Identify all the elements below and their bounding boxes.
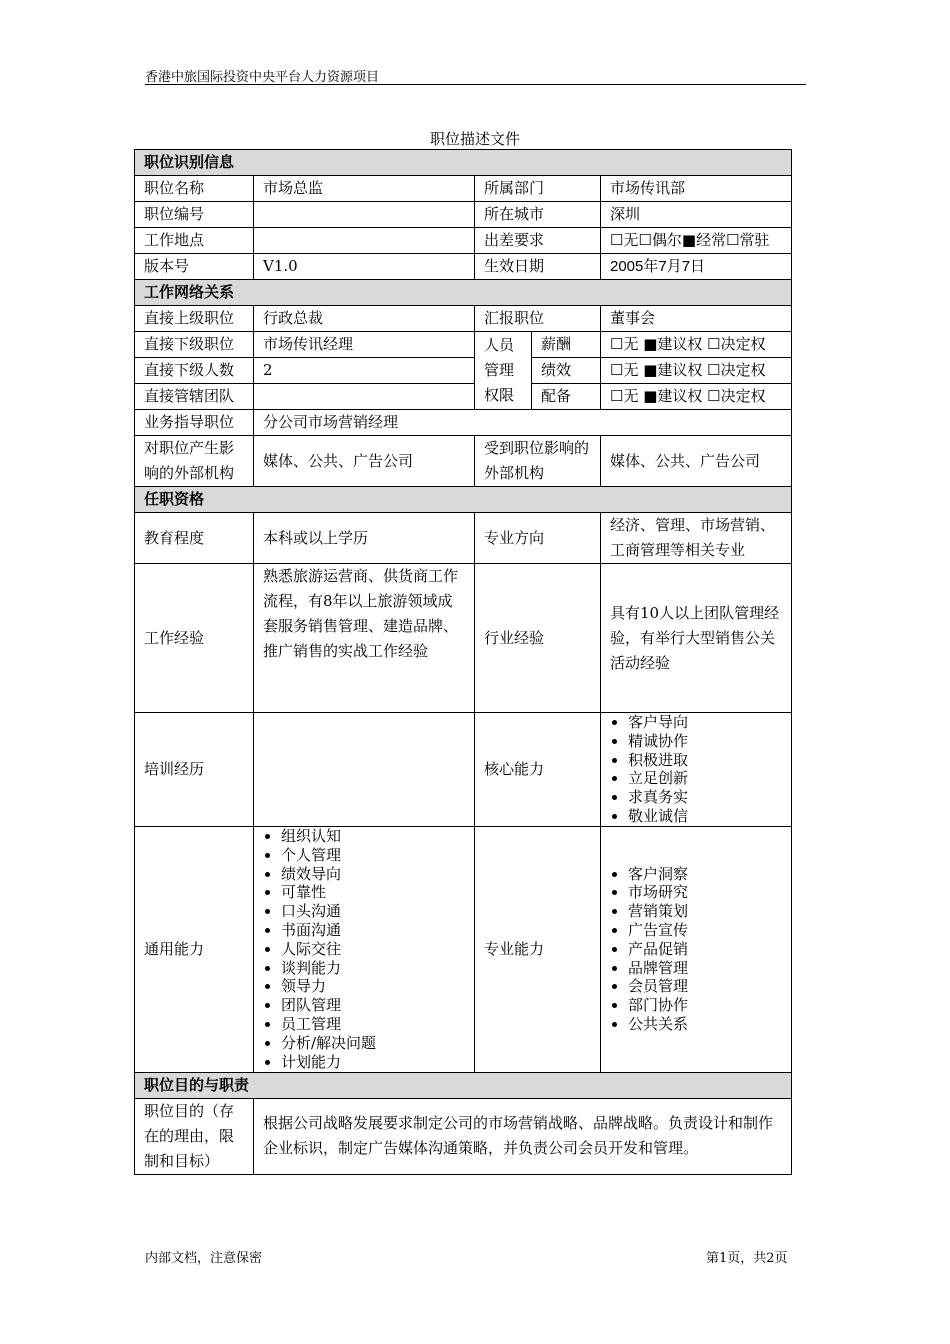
list-item: • 客户导向 bbox=[628, 713, 782, 732]
label-performance: 绩效 bbox=[532, 358, 601, 384]
job-description-table bbox=[134, 149, 792, 1175]
value-sub-count: 2 bbox=[254, 358, 475, 384]
list-item: • 积极进取 bbox=[628, 751, 782, 770]
label-work-experience: 工作经验 bbox=[135, 564, 254, 713]
label-ext-affected: 受到职位影响的外部机构 bbox=[475, 436, 601, 487]
value-performance: ☐无 ■建议权 ☐决定权 bbox=[601, 358, 792, 384]
label-salary: 薪酬 bbox=[532, 332, 601, 358]
list-item: • 营销策划 bbox=[628, 902, 782, 921]
list-item: • 个人管理 bbox=[281, 846, 465, 865]
label-job-no: 职位编号 bbox=[135, 202, 254, 228]
list-item: • 精诚协作 bbox=[628, 732, 782, 751]
label-training: 培训经历 bbox=[135, 713, 254, 827]
label-purpose: 职位目的（存在的理由，限制和目标） bbox=[135, 1098, 254, 1174]
authority-line-1: 人员 bbox=[484, 336, 515, 354]
label-report: 汇报职位 bbox=[475, 306, 601, 332]
value-work-experience: 熟悉旅游运营商、供货商工作流程，有8年以上旅游领域成套服务销售管理、建造品牌、推广销售的实战工作经验 bbox=[254, 564, 475, 713]
value-travel: ☐无☐偶尔■经常☐常驻 bbox=[601, 228, 792, 254]
footer-page-number: 第1页，共2页 bbox=[706, 1251, 788, 1266]
value-superior: 行政总裁 bbox=[254, 306, 475, 332]
value-job-name: 市场总监 bbox=[254, 176, 475, 202]
label-team: 直接管辖团队 bbox=[135, 384, 254, 410]
document-title: 职位描述文件 bbox=[429, 130, 520, 148]
value-professional-competency bbox=[601, 826, 792, 1072]
value-major: 经济、管理、市场营销、工商管理等相关专业 bbox=[601, 513, 792, 564]
list-item: • 绩效导向 bbox=[281, 865, 465, 884]
list-item: • 品牌管理 bbox=[628, 959, 782, 978]
label-education: 教育程度 bbox=[135, 513, 254, 564]
label-core-competency: 核心能力 bbox=[475, 713, 601, 827]
label-professional-competency: 专业能力 bbox=[475, 826, 601, 1072]
list-item: • 会员管理 bbox=[628, 977, 782, 996]
list-item: • 谈判能力 bbox=[281, 959, 465, 978]
list-item: • 团队管理 bbox=[281, 996, 465, 1015]
label-major: 专业方向 bbox=[475, 513, 601, 564]
value-job-no bbox=[254, 202, 475, 228]
section-purpose-duties: 职位目的与职责 bbox=[135, 1072, 792, 1098]
label-version: 版本号 bbox=[135, 254, 254, 280]
list-item: • 分析/解决问题 bbox=[281, 1034, 465, 1053]
list-item: • 市场研究 bbox=[628, 883, 782, 902]
list-item: • 组织认知 bbox=[281, 827, 465, 846]
list-item: • 产品促销 bbox=[628, 940, 782, 959]
list-item: • 书面沟通 bbox=[281, 921, 465, 940]
label-location: 工作地点 bbox=[135, 228, 254, 254]
value-general-competency bbox=[254, 826, 475, 1072]
value-ext-affected: 媒体、公共、广告公司 bbox=[601, 436, 792, 487]
value-purpose: 根据公司战略发展要求制定公司的市场营销战略、品牌战略。负责设计和制作企业标识，制定广告媒体沟通策略，并负责公司会员开发和管理。 bbox=[254, 1098, 792, 1174]
list-item: • 口头沟通 bbox=[281, 902, 465, 921]
value-guide: 分公司市场营销经理 bbox=[254, 410, 792, 436]
section-qualifications: 任职资格 bbox=[135, 487, 792, 513]
list-item: • 广告宣传 bbox=[628, 921, 782, 940]
value-training bbox=[254, 713, 475, 827]
list-item: • 部门协作 bbox=[628, 996, 782, 1015]
value-core-competency bbox=[601, 713, 792, 827]
label-staffing: 配备 bbox=[532, 384, 601, 410]
section-work-network: 工作网络关系 bbox=[135, 280, 792, 306]
label-travel: 出差要求 bbox=[475, 228, 601, 254]
list-item: • 计划能力 bbox=[281, 1053, 465, 1072]
list-item: • 求真务实 bbox=[628, 788, 782, 807]
value-city: 深圳 bbox=[601, 202, 792, 228]
core-competency-list bbox=[610, 713, 782, 826]
general-competency-list bbox=[263, 827, 465, 1071]
list-item: • 可靠性 bbox=[281, 883, 465, 902]
authority-line-2: 管理 bbox=[484, 361, 515, 379]
list-item: • 人际交往 bbox=[281, 940, 465, 959]
list-item: • 敬业诚信 bbox=[628, 807, 782, 826]
list-item: • 客户洞察 bbox=[628, 865, 782, 884]
label-guide: 业务指导职位 bbox=[135, 410, 254, 436]
authority-line-3: 权限 bbox=[484, 386, 515, 404]
label-effective-date: 生效日期 bbox=[475, 254, 601, 280]
value-team bbox=[254, 384, 475, 410]
value-ext-affect: 媒体、公共、广告公司 bbox=[254, 436, 475, 487]
header-divider bbox=[145, 84, 806, 85]
value-dept: 市场传讯部 bbox=[601, 176, 792, 202]
section-job-identification: 职位识别信息 bbox=[135, 150, 792, 176]
value-version: V1.0 bbox=[254, 254, 475, 280]
list-item: • 立足创新 bbox=[628, 769, 782, 788]
label-subordinate: 直接下级职位 bbox=[135, 332, 254, 358]
label-industry-experience: 行业经验 bbox=[475, 564, 601, 713]
value-staffing: ☐无 ■建议权 ☐决定权 bbox=[601, 384, 792, 410]
label-sub-count: 直接下级人数 bbox=[135, 358, 254, 384]
label-ext-affect: 对职位产生影响的外部机构 bbox=[135, 436, 254, 487]
value-education: 本科或以上学历 bbox=[254, 513, 475, 564]
page-header: 香港中旅国际投资中央平台人力资源项目 bbox=[145, 70, 380, 85]
value-salary: ☐无 ■建议权 ☐决定权 bbox=[601, 332, 792, 358]
value-effective-date: 2005年7月7日 bbox=[601, 254, 792, 280]
list-item: • 领导力 bbox=[281, 977, 465, 996]
label-city: 所在城市 bbox=[475, 202, 601, 228]
list-item: • 公共关系 bbox=[628, 1015, 782, 1034]
label-personnel-authority bbox=[475, 332, 532, 410]
footer-confidential: 内部文档，注意保密 bbox=[145, 1251, 263, 1266]
label-superior: 直接上级职位 bbox=[135, 306, 254, 332]
value-report: 董事会 bbox=[601, 306, 792, 332]
value-industry-experience: 具有10人以上团队管理经验，有举行大型销售公关活动经验 bbox=[601, 564, 792, 713]
list-item: • 员工管理 bbox=[281, 1015, 465, 1034]
value-location bbox=[254, 228, 475, 254]
value-subordinate: 市场传讯经理 bbox=[254, 332, 475, 358]
professional-competency-list bbox=[610, 865, 782, 1034]
label-general-competency: 通用能力 bbox=[135, 826, 254, 1072]
label-dept: 所属部门 bbox=[475, 176, 601, 202]
label-job-name: 职位名称 bbox=[135, 176, 254, 202]
